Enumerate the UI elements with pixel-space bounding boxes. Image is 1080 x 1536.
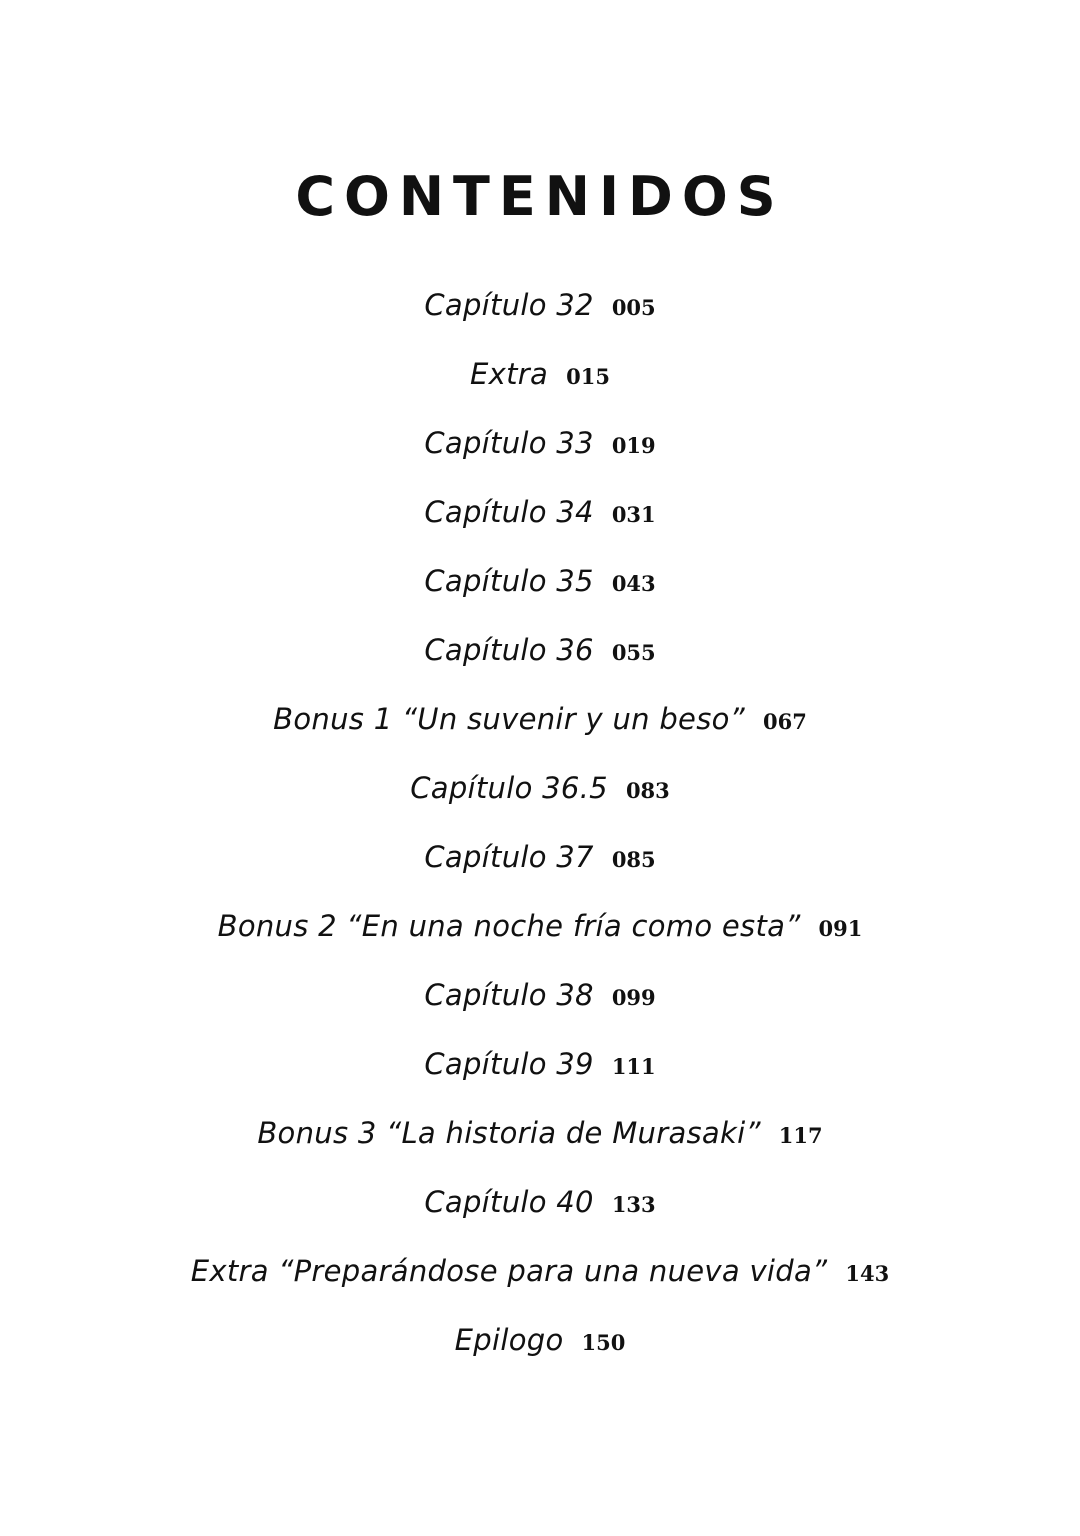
toc-entry-page-number: 099 <box>611 985 656 1010</box>
toc-entry-page-number: 133 <box>611 1192 656 1217</box>
toc-entry-page-number: 150 <box>581 1330 626 1355</box>
toc-entry <box>0 1177 1080 1246</box>
toc-entry-page-number: 015 <box>566 364 610 389</box>
toc-entry-label: Bonus 1 “Un suvenir y un beso” <box>273 702 745 736</box>
toc-entry <box>0 418 1080 487</box>
toc-entry-label: Capítulo 37 <box>424 840 594 874</box>
toc-entry-label: Capítulo 33 <box>424 426 594 460</box>
toc-entry <box>0 763 1080 832</box>
toc-entry-page-number: 055 <box>611 640 656 665</box>
toc-entry-page-number: 043 <box>611 571 656 596</box>
toc-entry-label: Extra “Preparándose para una nueva vida” <box>190 1254 828 1288</box>
toc-entry <box>0 556 1080 625</box>
toc-entry-label: Capítulo 34 <box>424 495 594 529</box>
toc-entry-label: Capítulo 35 <box>424 564 594 598</box>
toc-entry-label: Capítulo 38 <box>424 978 594 1012</box>
page-title: CONTENIDOS <box>295 165 785 228</box>
toc-entry-page-number: 117 <box>778 1123 823 1148</box>
toc-entry <box>0 1108 1080 1177</box>
toc-entry <box>0 901 1080 970</box>
toc-entry <box>0 1315 1080 1384</box>
table-of-contents <box>0 280 1080 1384</box>
toc-entry-label: Extra <box>470 357 549 391</box>
toc-entry-label: Capítulo 40 <box>424 1185 594 1219</box>
toc-entry <box>0 832 1080 901</box>
toc-entry-page-number: 019 <box>611 433 656 458</box>
toc-entry-label: Epilogo <box>454 1323 564 1357</box>
toc-entry <box>0 280 1080 349</box>
toc-entry <box>0 970 1080 1039</box>
toc-entry-page-number: 005 <box>611 295 656 320</box>
toc-entry-page-number: 083 <box>625 778 670 803</box>
toc-entry-page-number: 067 <box>762 709 807 734</box>
toc-entry <box>0 1246 1080 1315</box>
toc-entry-page-number: 091 <box>818 916 863 941</box>
toc-entry-page-number: 111 <box>611 1054 656 1079</box>
toc-entry-label: Capítulo 32 <box>424 288 594 322</box>
toc-entry <box>0 1039 1080 1108</box>
toc-entry <box>0 349 1080 418</box>
toc-entry-page-number: 031 <box>611 502 656 527</box>
toc-entry-label: Capítulo 36 <box>424 633 594 667</box>
toc-entry-page-number: 143 <box>845 1261 890 1286</box>
toc-entry-label: Capítulo 36.5 <box>410 771 608 805</box>
toc-entry-label: Bonus 2 “En una noche fría como esta” <box>217 909 801 943</box>
toc-entry-label: Capítulo 39 <box>424 1047 594 1081</box>
toc-entry <box>0 487 1080 556</box>
toc-entry-page-number: 085 <box>611 847 656 872</box>
toc-entry <box>0 694 1080 763</box>
toc-entry-label: Bonus 3 “La historia de Murasaki” <box>257 1116 761 1150</box>
toc-entry <box>0 625 1080 694</box>
